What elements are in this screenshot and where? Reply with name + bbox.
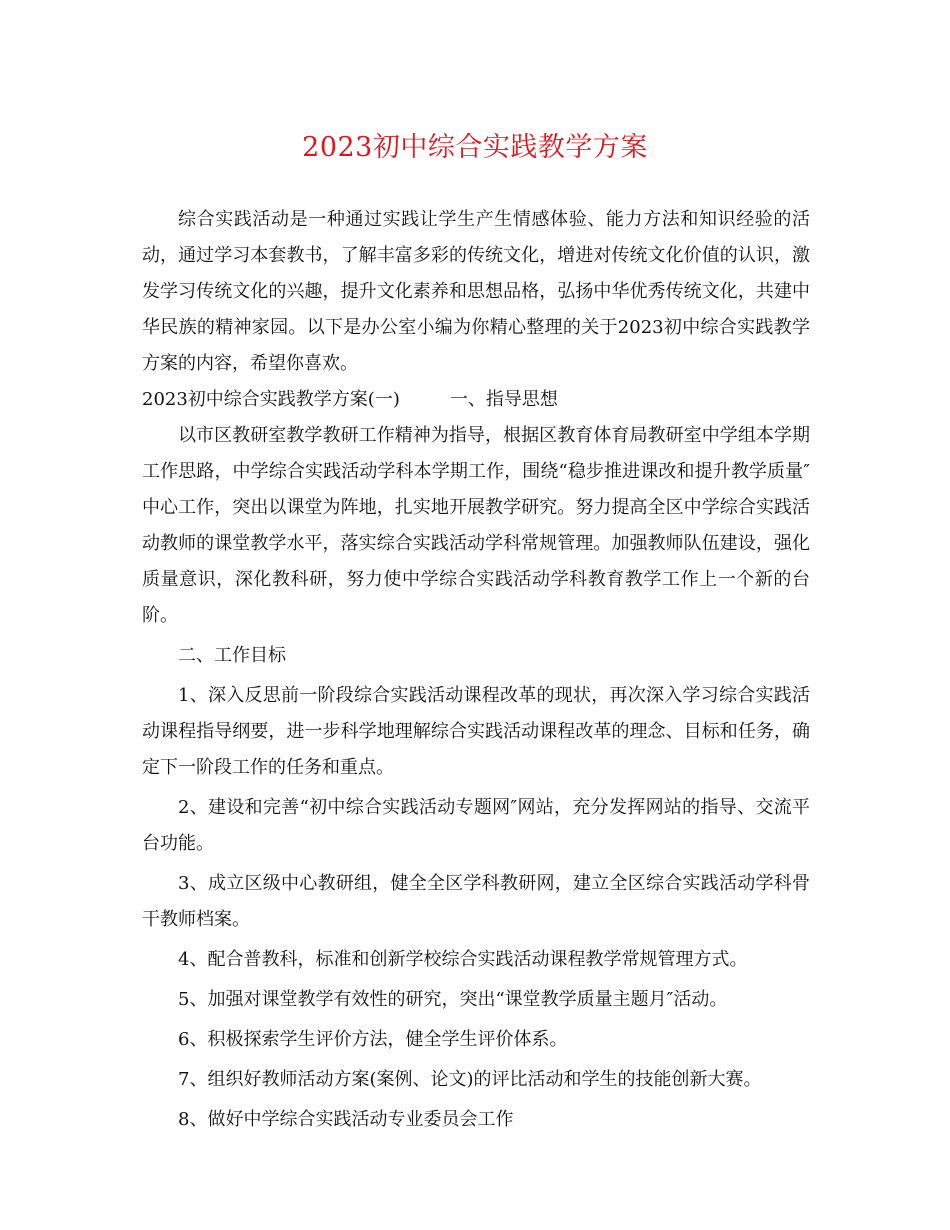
heading-guiding-thought: 一、指导思想 <box>449 389 558 410</box>
goal-item: 1、深入反思前一阶段综合实践活动课程改革的现状，再次深入学习综合实践活动课程指导纲要，进一步科学地理解综合实践活动课程改革的理念、目标和任务，确定下一阶段工作的任务和重点。 <box>142 685 810 778</box>
heading-work-goals: 二、工作目标 <box>178 645 286 666</box>
intro-paragraph: 综合实践活动是一种通过实践让学生产生情感体验、能力方法和知识经验的活动，通过学习本套教书，了解丰富多彩的传统文化，增进对传统文化价值的认识，激发学习传统文化的兴趣，提升文化素养和思想品格，弘扬中华优秀传统文化，共建中华民族的精神家园。以下是办公室小编为你精心整理的关于2023初中综合实践教学方案的内容，希望你喜欢。 <box>142 209 810 374</box>
goal-item: 5、加强对课堂教学有效性的研究，突出“课堂教学质量主题月″活动。 <box>178 989 728 1010</box>
goal-item: 4、配合普教科，标准和创新学校综合实践活动课程教学常规管理方式。 <box>178 949 748 970</box>
document-title: 2023初中综合实践教学方案 <box>302 132 648 163</box>
section-heading-line <box>142 382 810 418</box>
goal-item: 6、积极探索学生评价方法，健全学生评价体系。 <box>178 1029 568 1050</box>
section-title: 2023初中综合实践教学方案(一) <box>142 389 400 410</box>
goal-item: 3、成立区级中心教研组，健全全区学科教研网，建立全区综合实践活动学科骨干教师档案。 <box>142 873 810 930</box>
goal-item: 2、建设和完善“初中综合实践活动专题网″网站，充分发挥网站的指导、交流平台功能。 <box>142 797 810 854</box>
goal-item: 7、组织好教师活动方案(案例、论文)的评比活动和学生的技能创新大赛。 <box>178 1069 762 1090</box>
guiding-thought-paragraph: 以市区教研室教学教研工作精神为指导，根据区教育体育局教研室中学组本学期工作思路，中学综合实践活动学科本学期工作，围绕“稳步推进课改和提升教学质量″中心工作，突出以课堂为阵地，扎实地开展教学研究。努力提高全区中学综合实践活动教师的课堂教学水平，落实综合实践活动学科常规管理。加强教师队伍建设，强化质量意识，深化教科研，努力使中学综合实践活动学科教育教学工作上一个新的台阶。 <box>142 425 810 626</box>
document-body <box>142 202 810 1138</box>
goal-item: 8、做好中学综合实践活动专业委员会工作 <box>178 1109 514 1130</box>
